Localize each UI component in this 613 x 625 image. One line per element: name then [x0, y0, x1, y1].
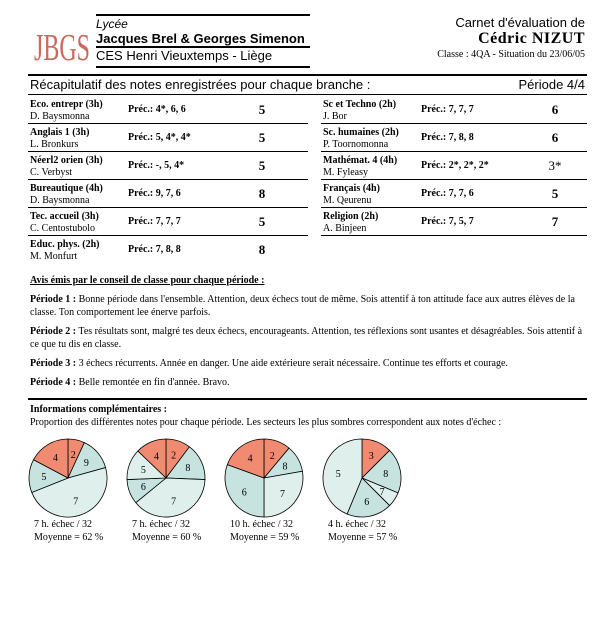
previous-grades: Préc.: 7, 7, 7 [421, 104, 474, 115]
class-line: Classe : 4QA - Situation du 23/06/05 [437, 49, 585, 60]
subject-name: Religion (2h) [323, 211, 379, 222]
divider [28, 74, 587, 76]
subject-name: Eco. entrepr (3h) [30, 99, 103, 110]
previous-grades: Préc.: -, 5, 4* [128, 160, 185, 171]
period-opinion [30, 357, 590, 370]
pie-slice-label: 7 [73, 496, 79, 508]
subject-cell [28, 208, 308, 236]
pie-slice-label: 2 [269, 450, 275, 462]
previous-grades: Préc.: 7, 8, 8 [421, 132, 474, 143]
pie-slice-label: 6 [364, 497, 370, 509]
period-opinion-label: Période 3 : [30, 358, 77, 369]
current-grade: 6 [551, 102, 559, 117]
period-label: Période 4/4 [518, 77, 585, 92]
pie-slice-label: 4 [154, 451, 160, 463]
previous-grades: Préc.: 9, 7, 6 [128, 188, 181, 199]
additional-info [30, 403, 590, 429]
average: Moyenne = 62 % [34, 532, 104, 543]
teacher-name: M. Fyleasy [323, 167, 368, 178]
previous-grades: Préc.: 4*, 6, 6 [128, 104, 186, 115]
logo-text: JBGS [34, 27, 90, 69]
teacher-name: M. Qeurenu [323, 195, 372, 206]
average: Moyenne = 60 % [132, 532, 202, 543]
subject-cell [321, 180, 587, 208]
current-grade: 6 [551, 130, 559, 145]
current-grade: 3* [548, 158, 562, 173]
subject-cell [321, 124, 587, 152]
current-grade: 5 [258, 102, 266, 117]
subject-cell [28, 236, 308, 263]
info-title: Informations complémentaires : [30, 404, 168, 415]
class-council-opinions [30, 274, 590, 395]
subject-name: Néerl2 orien (3h) [30, 155, 103, 166]
pie-chart [29, 439, 107, 517]
teacher-name: C. Verbyst [30, 167, 73, 178]
failure-hours: 7 h. échec / 32 [132, 519, 191, 530]
divider [96, 14, 310, 16]
report-title: Carnet d'évaluation de [455, 15, 585, 30]
teacher-name: D. Baysmonna [30, 111, 90, 122]
recap-title: Récapitulatif des notes enregistrées pour chaque branche : [30, 77, 371, 92]
period-opinion [30, 376, 590, 389]
previous-grades: Préc.: 7, 7, 6 [421, 188, 474, 199]
divider [28, 94, 587, 95]
current-grade: 8 [258, 186, 266, 201]
subject-cell [28, 124, 308, 152]
current-grade: 5 [551, 186, 559, 201]
teacher-name: L. Bronkurs [30, 139, 79, 150]
period-opinion-text: Belle remontée en fin d'année. Bravo. [78, 377, 230, 388]
subject-cell [321, 208, 587, 236]
subject-name: Sc et Techno (2h) [323, 99, 397, 110]
pie-slice-label: 9 [83, 457, 89, 469]
pie-slice-label: 4 [53, 452, 59, 464]
subject-cell [28, 96, 308, 124]
pie-chart [225, 439, 303, 517]
school-name: Jacques Brel & Georges Simenon [96, 31, 305, 46]
subject-name: Sc. humaines (2h) [323, 127, 399, 138]
previous-grades: Préc.: 7, 7, 7 [128, 216, 181, 227]
teacher-name: D. Baysmonna [30, 195, 90, 206]
teacher-name: A. Binjeen [323, 223, 367, 234]
info-text: Proportion des différentes notes pour chaque période. Les secteurs les plus sombres correspondent aux notes d'échec : [30, 417, 502, 428]
school-logo [30, 14, 92, 72]
current-grade: 5 [258, 130, 266, 145]
subject-cell [321, 96, 587, 124]
pie-slice-label: 8 [282, 461, 288, 473]
pie-slice-label: 6 [140, 482, 146, 494]
teacher-name: C. Centostubolo [30, 223, 96, 234]
pie-slice-label: 7 [379, 486, 385, 498]
teacher-name: M. Monfurt [30, 251, 78, 262]
subject-name: Mathémat. 4 (4h) [323, 155, 398, 166]
pie-slice-label: 4 [247, 453, 253, 465]
pie-slice-label: 5 [335, 468, 341, 480]
previous-grades: Préc.: 5, 4*, 4* [128, 132, 191, 143]
period-opinion-text: 3 échecs récurrents. Année en danger. Une aide extérieure serait nécessaire. Continue tes efforts et courage. [78, 358, 508, 369]
period-opinion [30, 325, 590, 351]
divider [28, 398, 587, 400]
pie-slice-label: 8 [383, 468, 389, 480]
subject-cell [321, 152, 587, 180]
current-grade: 8 [258, 242, 266, 257]
subject-cell [28, 180, 308, 208]
pie-slice-label: 5 [41, 472, 47, 484]
period-opinion-label: Période 2 : [30, 326, 77, 337]
pie-slice-label: 3 [368, 451, 374, 463]
pie-chart [323, 439, 401, 517]
teacher-name: P. Toornomonna [323, 139, 389, 150]
subject-name: Tec. accueil (3h) [30, 211, 99, 222]
divider [96, 66, 310, 68]
pie-slice-label: 5 [140, 464, 146, 476]
subject-name: Anglais 1 (3h) [30, 127, 90, 138]
current-grade: 5 [258, 214, 266, 229]
report-header [345, 16, 585, 62]
period-opinion-label: Période 4 : [30, 377, 77, 388]
school-subname: CES Henri Vieuxtemps - Liège [96, 48, 273, 63]
failure-hours: 7 h. échec / 32 [34, 519, 93, 530]
period-opinion-text: Tes résultats sont, malgré tes deux échecs, encourageants. Attention, tes réflexions sont usantes et désagréables. Sois attentif à ce que tu dis en classe. [30, 326, 583, 350]
average: Moyenne = 57 % [328, 532, 398, 543]
pie-slice-label: 2 [171, 450, 177, 462]
period-opinion [30, 293, 590, 319]
failure-hours: 10 h. échec / 32 [230, 519, 294, 530]
previous-grades: Préc.: 7, 5, 7 [421, 216, 474, 227]
period-opinion-text: Bonne période dans l'ensemble. Attention, deux échecs tout de même. Sois attentif à ton attitude face aux autres élèves de la classe. Ton comportement lee énerve parfois. [30, 294, 575, 318]
subject-name: Educ. phys. (2h) [30, 239, 100, 250]
school-header [96, 14, 310, 68]
grade-pie-charts [28, 436, 448, 520]
period-opinion-label: Période 1 : [30, 294, 77, 305]
pie-slice-label: 2 [70, 449, 76, 461]
average: Moyenne = 59 % [230, 532, 300, 543]
pie-slice-label: 8 [185, 463, 191, 475]
pie-slice-label: 6 [241, 487, 247, 499]
teacher-name: J. Bor [323, 111, 347, 122]
subject-name: Bureautique (4h) [30, 183, 103, 194]
current-grade: 5 [258, 158, 266, 173]
pie-chart [127, 439, 205, 517]
current-grade: 7 [551, 214, 559, 229]
student-name: Cédric NIZUT [478, 30, 585, 47]
pie-slice-label: 7 [280, 489, 286, 501]
subject-name: Français (4h) [323, 183, 380, 194]
school-type: Lycée [96, 17, 128, 31]
opinions-title: Avis émis par le conseil de classe pour chaque période : [30, 275, 265, 286]
previous-grades: Préc.: 2*, 2*, 2* [421, 160, 489, 171]
failure-hours: 4 h. échec / 32 [328, 519, 387, 530]
subject-cell [28, 152, 308, 180]
pie-slice-label: 7 [171, 496, 177, 508]
previous-grades: Préc.: 7, 8, 8 [128, 244, 181, 255]
